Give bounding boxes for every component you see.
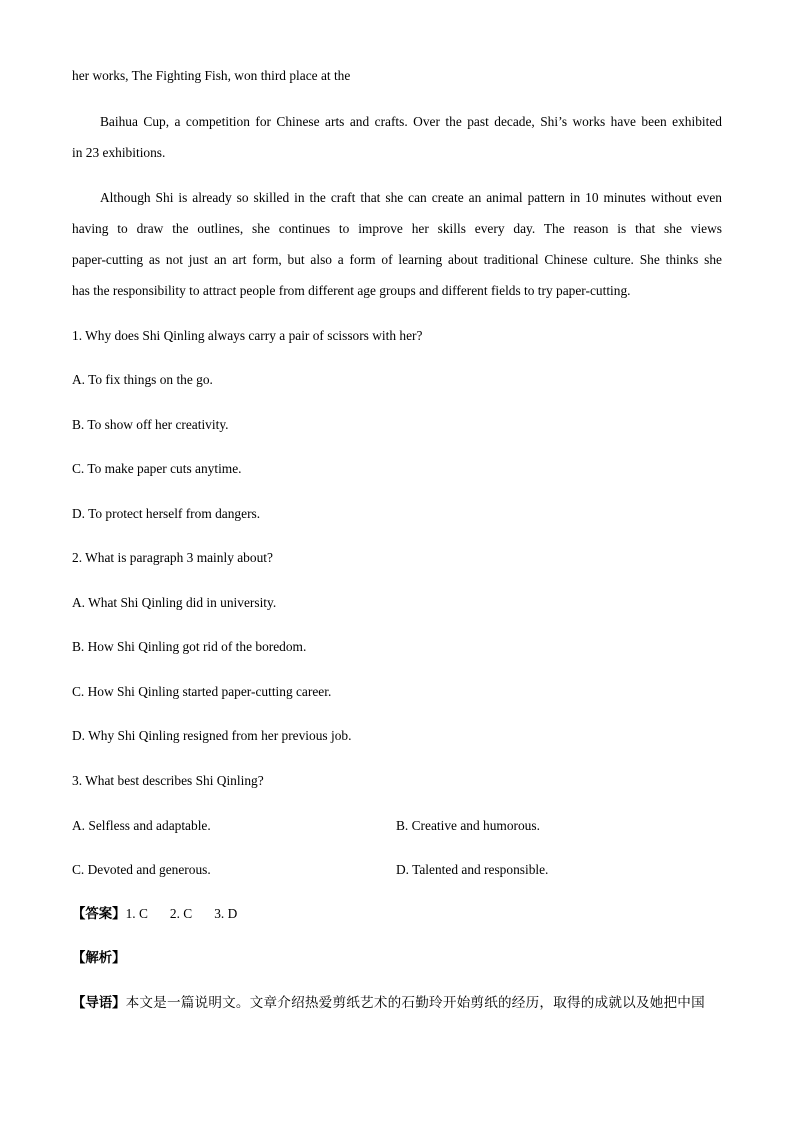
passage-line: has the responsibility to attract people from different age groups and different fields to try paper-cutting. bbox=[72, 283, 631, 298]
passage-line: in 23 exhibitions. bbox=[72, 145, 166, 160]
analysis-line bbox=[72, 950, 722, 967]
passage-line: Baihua Cup, a competition for Chinese arts and crafts. Over the past decade, Shi’s works have been exhibited bbox=[100, 114, 722, 129]
option-d: D. To protect herself from dangers. bbox=[72, 506, 261, 521]
option-d: D. Talented and responsible. bbox=[396, 862, 549, 877]
option-d: D. Why Shi Qinling resigned from her previous job. bbox=[72, 728, 352, 743]
question-stem: 2. What is paragraph 3 mainly about? bbox=[72, 550, 273, 565]
question-stem: 1. Why does Shi Qinling always carry a pair of scissors with her? bbox=[72, 328, 423, 343]
answer-label: 【答案】 bbox=[72, 907, 126, 922]
option-a: A. Selfless and adaptable. bbox=[72, 818, 211, 833]
answer-value: 1. C bbox=[125, 906, 148, 921]
question-stem: 3. What best describes Shi Qinling? bbox=[72, 773, 264, 788]
passage-line: having to draw the outlines, she continues to improve her skills every day. The reason is that she views bbox=[72, 221, 722, 236]
option-c: C. How Shi Qinling started paper-cutting career. bbox=[72, 684, 332, 699]
answer-line bbox=[72, 906, 722, 923]
option-c: C. Devoted and generous. bbox=[72, 862, 211, 877]
option-a: A. What Shi Qinling did in university. bbox=[72, 595, 277, 610]
answer-value: 2. C bbox=[169, 906, 193, 921]
option-a: A. To fix things on the go. bbox=[72, 372, 213, 387]
guide-label: 【导语】 bbox=[72, 996, 126, 1011]
option-c: C. To make paper cuts anytime. bbox=[72, 461, 242, 476]
guide-line bbox=[72, 995, 722, 1012]
option-b: B. To show off her creativity. bbox=[72, 417, 229, 432]
analysis-label: 【解析】 bbox=[72, 951, 126, 966]
answer-value: 3. D bbox=[214, 906, 238, 921]
guide-text: 本文是一篇说明文。文章介绍热爱剪纸艺术的石勤玲开始剪纸的经历，取得的成就以及她把中国 bbox=[125, 995, 705, 1011]
option-b: B. Creative and humorous. bbox=[396, 818, 540, 833]
passage-line: paper-cutting as not just an art form, but also a form of learning about traditional Chinese culture. She thinks she bbox=[72, 252, 722, 267]
passage-line: her works, The Fighting Fish, won third place at the bbox=[72, 68, 351, 83]
passage-line: Although Shi is already so skilled in the craft that she can create an animal pattern in 10 minutes without even bbox=[100, 190, 722, 205]
option-b: B. How Shi Qinling got rid of the boredom. bbox=[72, 639, 307, 654]
